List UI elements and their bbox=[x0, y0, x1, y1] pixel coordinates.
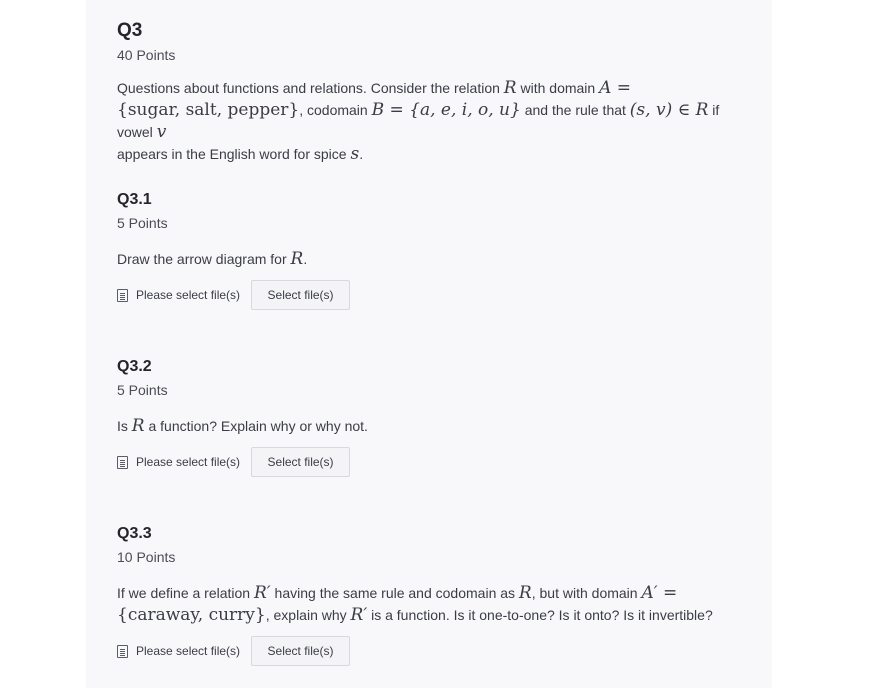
question-q3-2 bbox=[117, 357, 757, 477]
question-title: Q3.3 bbox=[117, 525, 152, 542]
question-title: Q3.2 bbox=[117, 358, 152, 375]
question-points: 40 Points bbox=[117, 47, 176, 63]
file-icon bbox=[117, 289, 128, 302]
question-prompt: Questions about functions and relations. Consider the relation R with domain A = {sugar, salt, pepper}, codomain B = {a, e, i, o, u} and the rule that (s, v) ∈ R if vowel v appears in the English word for spice s. bbox=[117, 78, 720, 164]
file-icon bbox=[117, 456, 128, 469]
question-title: Q3 bbox=[117, 20, 143, 41]
question-prompt: If we define a relation R′ having the same rule and codomain as R, but with domain A′ = {caraway, curry}, explain why R′ is a function. Is it one-to-one? Is it onto? Is it invertible? bbox=[117, 583, 713, 625]
question-q3 bbox=[117, 20, 757, 165]
file-upload-row bbox=[117, 447, 757, 477]
question-points: 10 Points bbox=[117, 549, 176, 565]
question-points: 5 Points bbox=[117, 382, 168, 398]
file-icon bbox=[117, 645, 128, 658]
file-status-label: Please select file(s) bbox=[136, 644, 241, 658]
file-status-label: Please select file(s) bbox=[136, 288, 241, 302]
file-status-label: Please select file(s) bbox=[136, 455, 241, 469]
question-title: Q3.1 bbox=[117, 191, 152, 208]
file-upload-row bbox=[117, 280, 757, 310]
question-q3-3 bbox=[117, 524, 757, 666]
question-q3-1 bbox=[117, 190, 757, 310]
select-files-button[interactable]: Select file(s) bbox=[251, 447, 350, 477]
question-prompt: Draw the arrow diagram for R. bbox=[117, 249, 308, 269]
select-files-button[interactable]: Select file(s) bbox=[251, 636, 350, 666]
question-points: 5 Points bbox=[117, 215, 168, 231]
question-prompt: Is R a function? Explain why or why not. bbox=[117, 416, 368, 436]
select-files-button[interactable]: Select file(s) bbox=[251, 280, 350, 310]
file-upload-row bbox=[117, 636, 757, 666]
